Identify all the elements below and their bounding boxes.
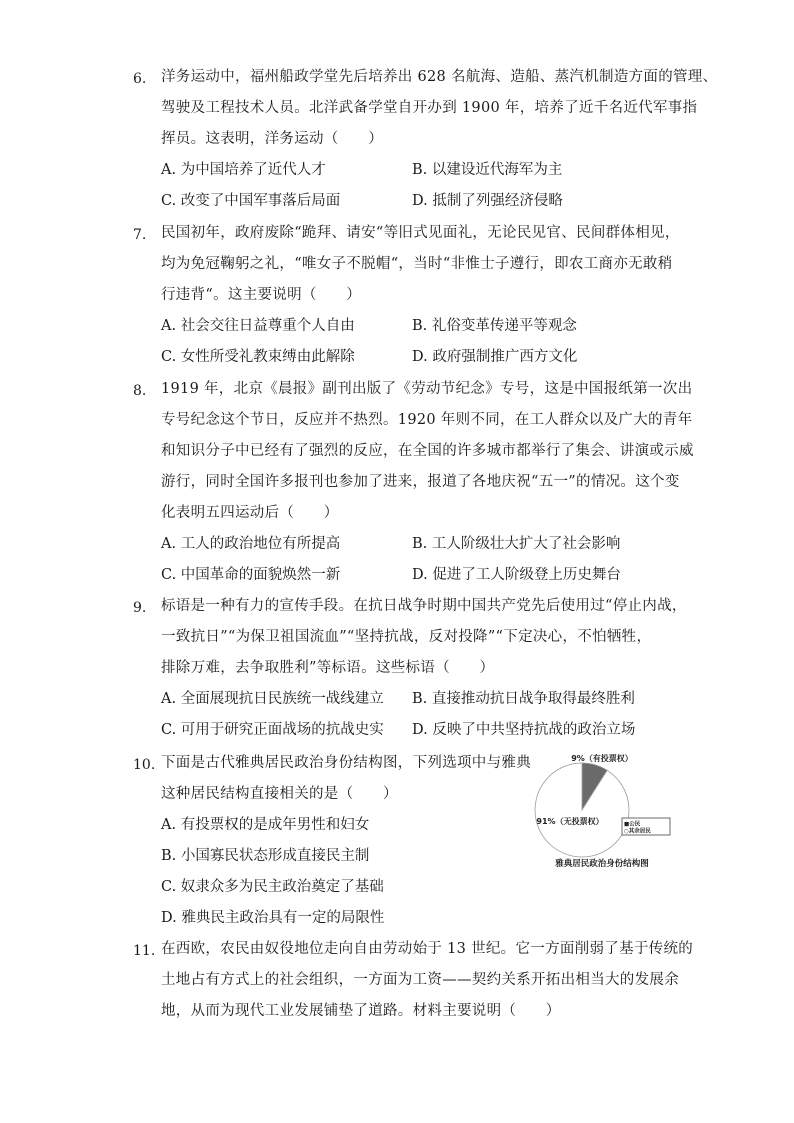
question-text-line: 专号纪念这个节日，反应并不热烈。1920 年则不同，在工人群众以及广大的青年 (161, 412, 693, 428)
question-text-line: 土地占有方式上的社会组织，一方面为工资——契约关系开拓出相当大的发展余 (161, 972, 679, 988)
pie-chart-figure (522, 748, 682, 873)
option-b[interactable]: B. 以建设近代海军为主 (412, 162, 563, 178)
chart-title: 雅典居民政治身份结构图 (555, 859, 649, 869)
slice-label-nonvoting: 91%（无投票权） (536, 817, 604, 826)
question-number: 9. (133, 600, 147, 616)
question-text-line: 化表明五四运动后（ ） (161, 505, 339, 521)
option-d[interactable]: D. 政府强制推广西方文化 (412, 349, 578, 365)
legend-item-citizen: ■公民 (624, 821, 641, 828)
question-number: 8. (133, 383, 147, 399)
question-text-line: 行违背“。这主要说明（ ） (161, 287, 362, 303)
question-number: 7. (133, 227, 147, 243)
option-d[interactable]: D. 雅典民主政治具有一定的局限性 (161, 910, 385, 926)
option-d[interactable]: D. 反映了中共坚持抗战的政治立场 (412, 722, 636, 738)
question-text-line: 驾驶及工程技术人员。北洋武备学堂自开办到 1900 年，培养了近千名近代军事指 (161, 100, 698, 116)
option-b[interactable]: B. 礼俗变革传递平等观念 (412, 318, 577, 334)
question-text-line: 民国初年，政府废除“跪拜、请安“等旧式见面礼，无论民见官、民间群体相见， (161, 225, 680, 241)
question-text-line: 1919 年，北京《晨报》副刊出版了《劳动节纪念》专号，这是中国报纸第一次出 (161, 381, 693, 397)
question-text-line: 标语是一种有力的宣传手段。在抗日战争时期中国共产党先后使用过“停止内战， (161, 598, 687, 614)
option-a[interactable]: A. 社会交往日益尊重个人自由 (161, 318, 355, 334)
option-c[interactable]: C. 中国革命的面貌焕然一新 (161, 567, 341, 583)
question-text-line: 和知识分子中已经有了强烈的反应，在全国的许多城市都举行了集会、讲演或示威 (161, 443, 694, 459)
option-c[interactable]: C. 女性所受礼教束缚由此解除 (161, 349, 355, 365)
option-d[interactable]: D. 抵制了列强经济侵略 (412, 193, 563, 209)
question-text-line: 游行，同时全国许多报刊也参加了进来，报道了各地庆祝“五一”的情况。这个变 (161, 474, 680, 490)
pie-chart (522, 748, 682, 873)
slice-label-voting: 9%（有投票权） (571, 754, 633, 763)
option-a[interactable]: A. 有投票权的是成年男性和妇女 (161, 817, 370, 833)
question-number: 6. (133, 71, 147, 87)
option-d[interactable]: D. 促进了工人阶级登上历史舞台 (412, 567, 621, 583)
question-number: 11. (133, 943, 156, 959)
option-b[interactable]: B. 直接推动抗日战争取得最终胜利 (412, 691, 635, 707)
question-text-line: 地，从而为现代工业发展铺垫了道路。材料主要说明（ ） (161, 1003, 561, 1019)
option-a[interactable]: A. 全面展现抗日民族统一战线建立 (161, 691, 384, 707)
question-text-line: 在西欧，农民由奴役地位走向自由劳动始于 13 世纪。它一方面削弱了基于传统的 (161, 941, 694, 957)
pie-slice-1 (535, 763, 629, 857)
question-text-line: 这种居民结构直接相关的是（ ） (161, 786, 398, 802)
question-text-line: 下面是古代雅典居民政治身份结构图，下列选项中与雅典 (161, 755, 531, 771)
option-b[interactable]: B. 小国寡民状态形成直接民主制 (161, 848, 370, 864)
option-c[interactable]: C. 改变了中国军事落后局面 (161, 193, 341, 209)
option-a[interactable]: A. 工人的政治地位有所提高 (161, 536, 341, 552)
question-number: 10. (133, 757, 156, 773)
option-c[interactable]: C. 可用于研究正面战场的抗战史实 (161, 722, 384, 738)
option-a[interactable]: A. 为中国培养了近代人才 (161, 162, 326, 178)
question-text-line: 一致抗日”“为保卫祖国流血”“坚持抗战，反对投降”“下定决心，不怕牺牲， (161, 629, 652, 645)
question-text-line: 洋务运动中，福州船政学堂先后培养出 628 名航海、造船、蒸汽机制造方面的管理、 (161, 69, 718, 85)
question-text-line: 挥员。这表明，洋务运动（ ） (161, 131, 383, 147)
question-text-line: 排除万难，去争取胜利”等标语。这些标语（ ） (161, 660, 495, 676)
option-b[interactable]: B. 工人阶级壮大扩大了社会影响 (412, 536, 621, 552)
legend-item-other: ○其余居民 (624, 828, 651, 835)
question-text-line: 均为免冠鞠躬之礼，“唯女子不脱帽“，当时“非惟士子遵行，即农工商亦无敢稍 (161, 256, 673, 272)
option-c[interactable]: C. 奴隶众多为民主政治奠定了基础 (161, 879, 384, 895)
